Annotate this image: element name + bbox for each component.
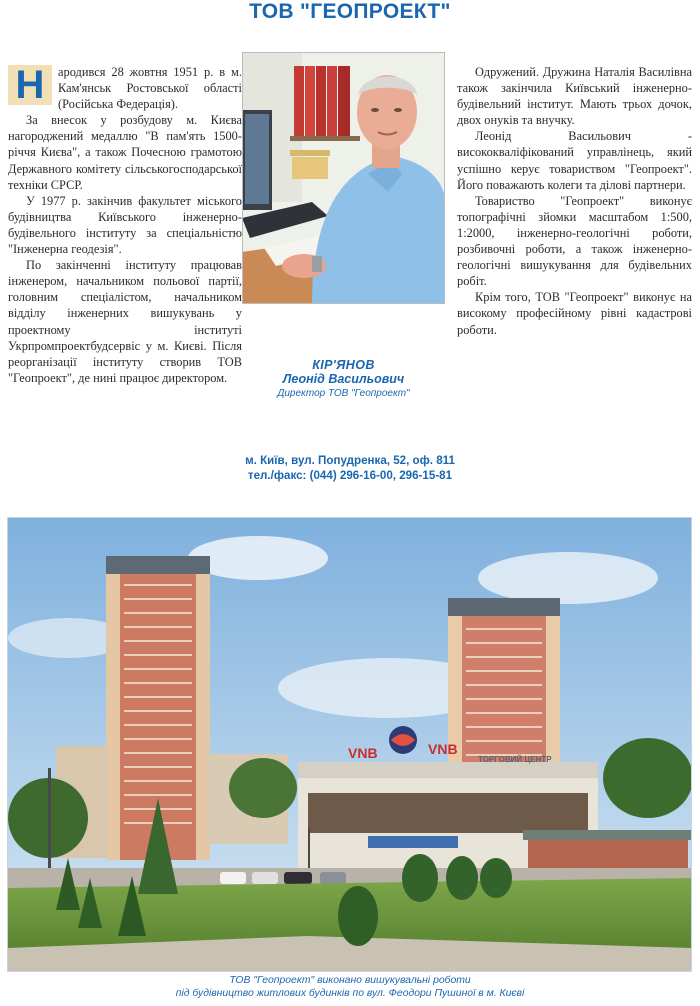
biography-paragraph: Товариство "Геопроект" виконує топографічні зйомки масштабом 1:500, 1:2000, інженерно-геологічні роботи, розбивочні роботи, а також інженерно-геологічні вишукування для будівельних робіт. <box>457 193 692 289</box>
biography-right-column <box>457 64 692 338</box>
portrait-illustration <box>242 52 445 304</box>
director-surname: КІР'ЯНОВ <box>312 358 375 372</box>
vnb-sign-right: VNB <box>428 741 458 757</box>
biography-paragraph: Крім того, ТОВ "Геопроект" виконує на високому професійному рівні кадастрові роботи. <box>457 290 692 337</box>
photo-caption <box>0 974 700 1000</box>
company-phone: тел./факс: (044) 296-16-00, 296-15-81 <box>247 469 453 482</box>
biography-left-column <box>8 64 242 386</box>
dropcap-letter: Н <box>8 65 52 105</box>
biography-paragraph: По закінченні інституту працював інженером, начальником польової партії, головним спеціалістом, начальником відділу інженерних вишукувань у проектному інституті Укрпромпроектбудсервіс у м. Києві. Після реорганізації інституту створив ТОВ "Геопроект", де нині працює директором. <box>8 258 242 385</box>
contact-block <box>0 453 700 483</box>
portrait-caption <box>242 358 445 401</box>
biography-paragraph: Одружений. Дружина Наталія Василівна також закінчила Київський інженерно-будівельний інститут. Мають трьох дочок, двох онуків та внучку. <box>457 65 692 128</box>
towers-illustration <box>8 518 691 971</box>
biography-paragraph: У 1977 р. закінчив факультет міського будівництва Київського інженерно-будівельного інституту за спеціальністю "Інженерна геодезія". <box>8 193 242 257</box>
company-address: м. Київ, вул. Попудренка, 52, оф. 811 <box>245 454 455 467</box>
vnb-sign-left: VNB <box>348 745 378 761</box>
mall-sign: ТОРГОВИЙ ЦЕНТР <box>478 755 552 764</box>
page-title: ТОВ "ГЕОПРОЕКТ" <box>249 0 451 23</box>
director-portrait-photo <box>242 52 445 304</box>
residential-towers-photo <box>7 517 692 972</box>
photo-caption-line-1: ТОВ "Геопроект" виконано вишукувальні роботи <box>229 975 471 986</box>
director-position: Директор ТОВ "Геопроект" <box>277 388 410 399</box>
biography-paragraph: Леонід Васильович - висококваліфікований управлінець, який успішно керує товариством "Геопроект". Його поважають колеги та ділові партнери. <box>457 129 692 192</box>
photo-caption-line-2: під будівництво житлових будинків по вул. Феодори Пушиної в м. Києві <box>175 988 525 999</box>
director-given-names: Леонід Васильович <box>282 372 405 386</box>
paragraph-text: ародився 28 жовтня 1951 р. в м. Кам'янськ Ростовської області (Російська Федерація). <box>58 65 242 112</box>
biography-paragraph <box>8 64 242 112</box>
biography-paragraph: За внесок у розбудову м. Києва нагороджений медаллю "В пам'ять 1500-річчя Києва", а також Почесною грамотою Державного комітету сільськогосподарської техніки СРСР. <box>8 113 242 192</box>
